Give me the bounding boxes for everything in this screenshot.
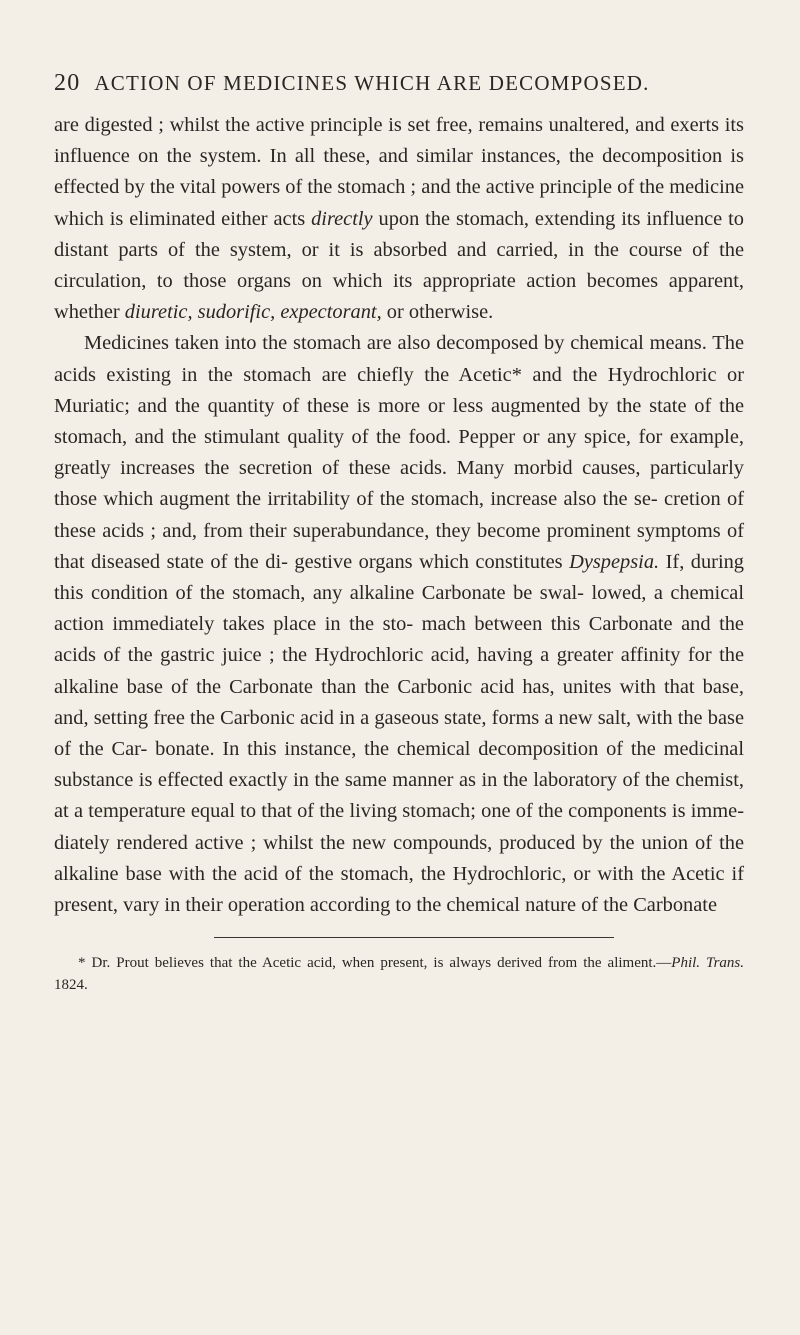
p1-text-b: upon the stomach, extending its influence to distant parts of the system, or it is absorbed and carried, in the course of the circulation, to those organs on which its appropriate action becomes apparent, whether bbox=[54, 207, 744, 324]
p1-italic-directly: directly bbox=[311, 207, 373, 230]
p2-italic-dyspepsia: Dyspepsia. bbox=[569, 550, 660, 573]
footnote-year: 1824. bbox=[54, 977, 88, 994]
footnote-text: * Dr. Prout believes that the Acetic acid, when present, is always derived from the aliment.— bbox=[78, 955, 672, 972]
body-text bbox=[54, 110, 744, 921]
footnote bbox=[54, 952, 744, 996]
running-header bbox=[54, 68, 744, 98]
page-number: 20 bbox=[54, 70, 81, 96]
p2-text-a: Medicines taken into the stomach are also decomposed by chemical means. The acids existing in the stomach are chiefly the Acetic* and the Hydrochloric or Muriatic; and the quantity of these is more or less augmented by the state of the stomach, and the stimulant quality of the food. Pepper or any spice, for example, greatly increases the secretion of these acids. Many morbid causes, particularly those which augment the irritability of the stomach, increase also the se- cretion of these acids ; and, from their superabundance, they become prominent symptoms of that diseased state of the di- gestive organs which constitutes bbox=[54, 332, 744, 573]
p1-text-c: or otherwise. bbox=[381, 301, 494, 324]
p2-text-b: If, during this condition of the stomach, any alkaline Carbonate be swal- lowed, a chemical action immediately takes place in the sto- mach between this Carbonate and the acids of the gastric juice ; the Hydrochloric acid, having a greater affinity for the alkaline base of the Carbonate than the Carbonic acid has, unites with that base, and, setting free the Carbonic acid in a gaseous state, forms a new salt, with the base of the Car- bonate. In this instance, the chemical decomposition of the medicinal substance is effected exactly in the same manner as in the laboratory of the chemist, at a temperature equal to that of the living stomach; one of the components is imme- diately rendered active ; whilst the new compounds, produced by the union of the alkaline base with the acid of the stomach, the Hydrochloric, or with the Acetic if present, vary in their operation according to the chemical nature of the Carbonate bbox=[54, 550, 744, 917]
footnote-citation: Phil. Trans. bbox=[671, 955, 744, 972]
footnote-rule bbox=[214, 937, 614, 938]
running-title: ACTION OF MEDICINES WHICH ARE DECOMPOSED. bbox=[94, 71, 650, 95]
p1-text-a: are digested ; whilst the active principle is set free, remains unaltered, and exerts its influence on the system. In all these, and similar instances, the decomposition is effected by the vital powers of the stomach ; and the active principle of the medicine which is eliminated either acts bbox=[54, 114, 744, 230]
p1-italic-terms: diuretic, sudorific, expectorant, bbox=[124, 301, 382, 324]
paragraph-2 bbox=[54, 328, 744, 921]
book-page bbox=[54, 68, 744, 996]
paragraph-1 bbox=[54, 110, 744, 328]
